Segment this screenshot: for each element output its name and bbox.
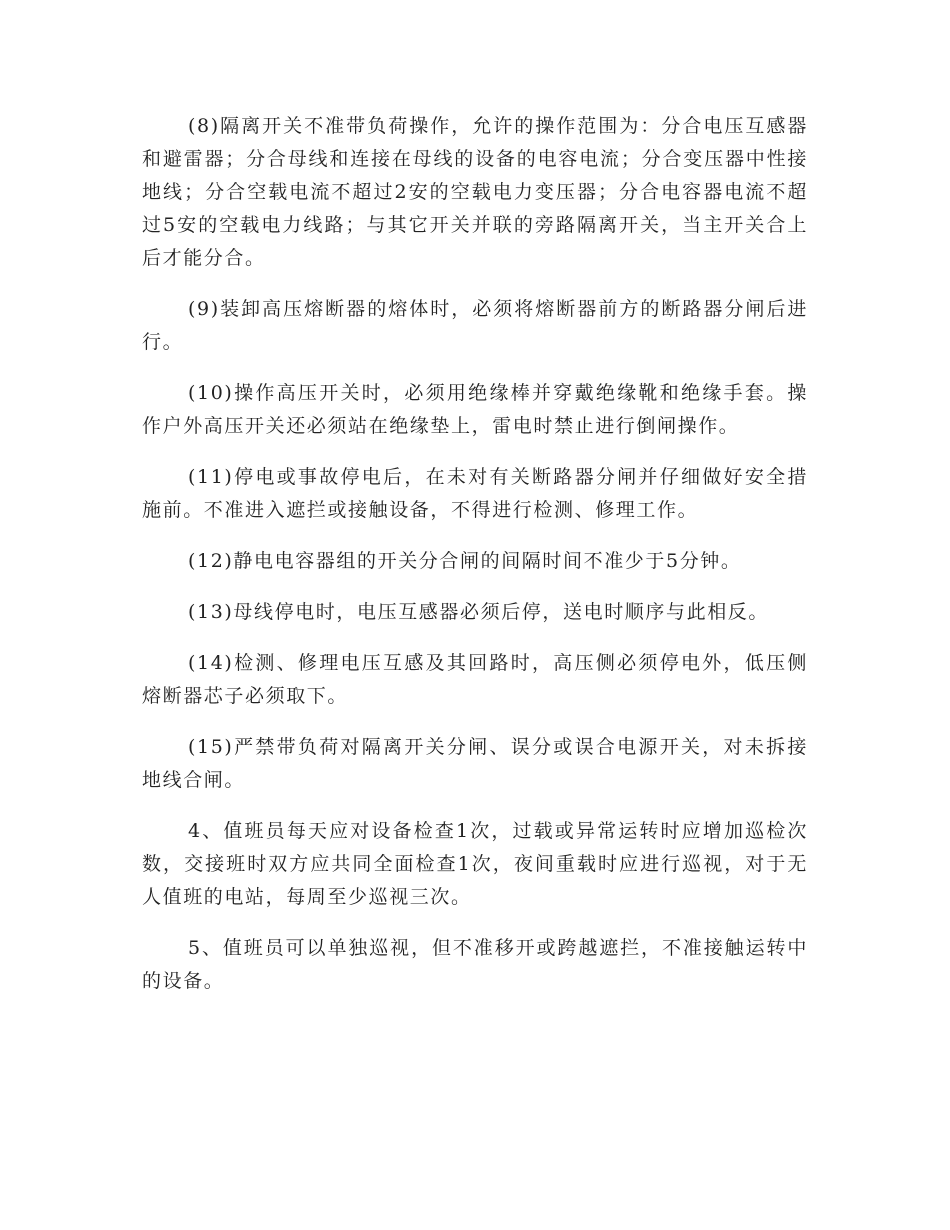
- paragraph-section-4: 4、值班员每天应对设备检查1次，过载或异常运转时应增加巡检次数，交接班时双方应共同全面检查1次，夜间重载时应进行巡视，对于无人值班的电站，每周至少巡视三次。: [142, 820, 808, 908]
- paragraph-item-8: (8)隔离开关不准带负荷操作，允许的操作范围为：分合电压互感器和避雷器；分合母线和连接在母线的设备的电容电流；分合变压器中性接地线；分合空载电流不超过2安的空载电力变压器；分合电容器电流不超过5安的空载电力线路；与其它开关并联的旁路隔离开关，当主开关合上后才能分合。: [142, 115, 808, 269]
- paragraph-item-15: (15)严禁带负荷对隔离开关分闸、误分或误合电源开关，对未拆接地线合闸。: [142, 736, 808, 791]
- paragraph-item-12: (12)静电电容器组的开关分合闸的间隔时间不准少于5分钟。: [188, 550, 742, 572]
- paragraph-item-13: (13)母线停电时，电压互感器必须后停，送电时顺序与此相反。: [188, 601, 770, 623]
- paragraph-item-9: (9)装卸高压熔断器的熔体时，必须将熔断器前方的断路器分闸后进行。: [142, 298, 808, 353]
- paragraph-item-14: (14)检测、修理电压互感及其回路时，高压侧必须停电外，低压侧熔断器芯子必须取下。: [142, 652, 808, 707]
- paragraph-item-10: (10)操作高压开关时，必须用绝缘棒并穿戴绝缘靴和绝缘手套。操作户外高压开关还必须站在绝缘垫上，雷电时禁止进行倒闸操作。: [142, 382, 808, 437]
- paragraph-section-5: 5、值班员可以单独巡视，但不准移开或跨越遮拦，不准接触运转中的设备。: [142, 937, 808, 992]
- document-body: [142, 110, 808, 1016]
- paragraph-item-11: (11)停电或事故停电后，在未对有关断路器分闸并仔细做好安全措施前。不准进入遮拦或接触设备，不得进行检测、修理工作。: [142, 466, 808, 521]
